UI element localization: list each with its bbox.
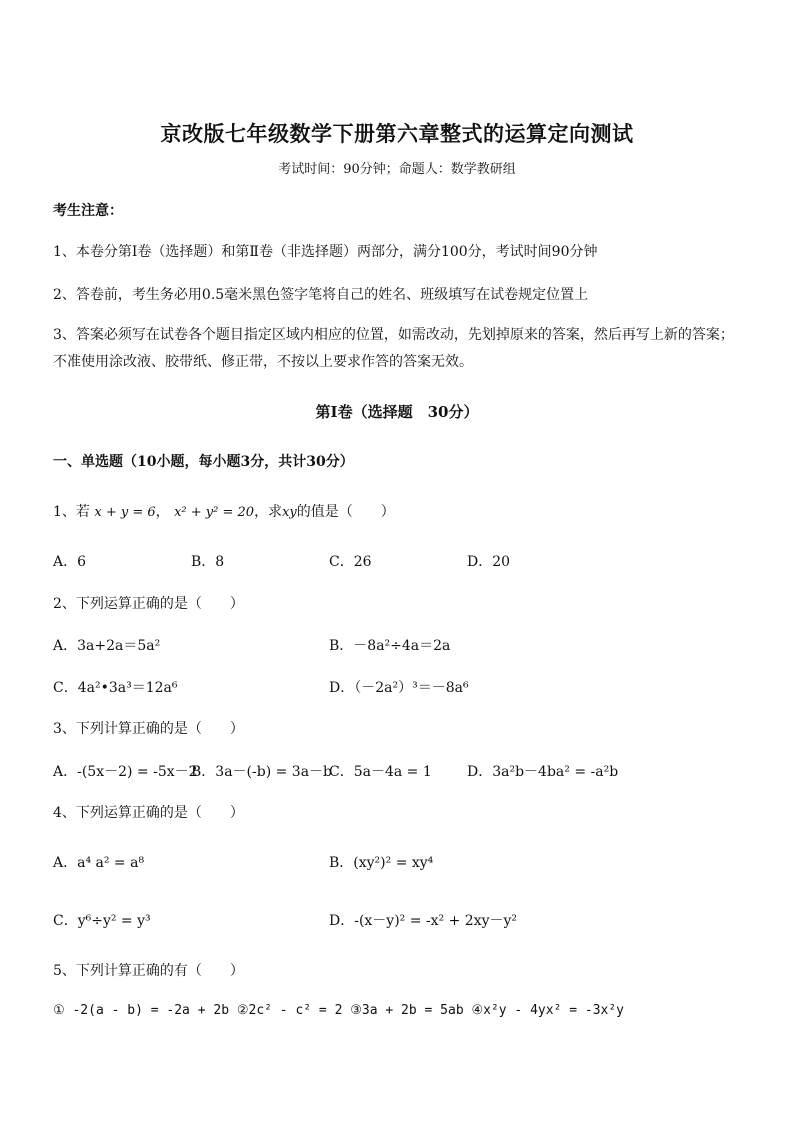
q5-stem: 5、下列计算正确的有（ ）	[53, 963, 244, 979]
part1-heading: 第Ⅰ卷（选择题 30分）	[315, 403, 479, 421]
q1-cond2: x² + y² = 20	[174, 505, 255, 520]
q4-option-d[interactable]: D．-(x－y)² = -x² + 2xy－y²	[329, 913, 518, 929]
q3-option-c[interactable]: C．5a－4a = 1	[329, 764, 432, 780]
q1-option-a[interactable]: A．6	[53, 554, 87, 570]
q1-tail: ，求	[254, 504, 283, 520]
q2-option-b[interactable]: B．－8a²÷4a＝2a	[329, 638, 451, 654]
q1-xy: xy	[282, 505, 297, 520]
q1-cond1: x + y = 6	[94, 505, 156, 520]
q4-option-c[interactable]: C．y⁶÷y² = y³	[53, 913, 151, 929]
q1-stem	[53, 501, 395, 521]
notice-item-2: 2、答卷前，考生务必用0.5毫米黑色签字笔将自己的姓名、班级填写在试卷规定位置上	[53, 287, 589, 303]
q2-option-c[interactable]: C．4a²•3a³＝12a⁶	[53, 680, 178, 696]
notice-item-1: 1、本卷分第Ⅰ卷（选择题）和第Ⅱ卷（非选择题）两部分，满分100分，考试时间90分钟	[53, 244, 598, 260]
q1-end: 的值是（ ）	[296, 504, 395, 520]
q1-option-c[interactable]: C．26	[329, 554, 372, 570]
q4-stem: 4、下列运算正确的是（ ）	[53, 805, 244, 821]
q3-option-d[interactable]: D．3a²b－4ba² = -a²b	[467, 764, 619, 780]
q1-prefix: 1、若	[53, 504, 90, 520]
q2-option-d[interactable]: D．（－2a²）³＝－8a⁶	[329, 680, 469, 696]
q3-option-b[interactable]: B．3a－(-b) = 3a－b	[191, 764, 333, 780]
q5-items: ① -2(a - b) = -2a + 2b ②2c² - c² = 2 ③3a + 2b = 5ab ④x²y - 4yx² = -3x²y	[53, 1003, 625, 1018]
q2-option-a[interactable]: A．3a+2a＝5a²	[53, 638, 161, 654]
q2-stem: 2、下列运算正确的是（ ）	[53, 596, 244, 612]
q4-option-a[interactable]: A．a⁴ a² = a⁸	[53, 855, 145, 871]
q4-option-b[interactable]: B．(xy²)² = xy⁴	[329, 855, 434, 871]
q1-option-b[interactable]: B．8	[191, 554, 225, 570]
q3-option-a[interactable]: A．-(5x－2) = -5x－2	[53, 764, 198, 780]
q1-sep: ，	[155, 504, 170, 520]
notice-heading: 考生注意：	[53, 203, 123, 219]
q1-option-d[interactable]: D．20	[467, 554, 511, 570]
q3-stem: 3、下列计算正确的是（ ）	[53, 721, 244, 737]
exam-title: 京改版七年级数学下册第六章整式的运算定向测试	[160, 121, 634, 146]
exam-subtitle: 考试时间：90分钟；命题人：数学教研组	[278, 162, 516, 177]
section-heading: 一、单选题（10小题，每小题3分，共计30分）	[53, 454, 354, 470]
notice-item-3: 3、答案必须写在试卷各个题目指定区域内相应的位置，如需改动，先划掉原来的答案，然后再写上新的答案；不准使用涂改液、胶带纸、修正带，不按以上要求作答的答案无效。	[53, 327, 734, 370]
